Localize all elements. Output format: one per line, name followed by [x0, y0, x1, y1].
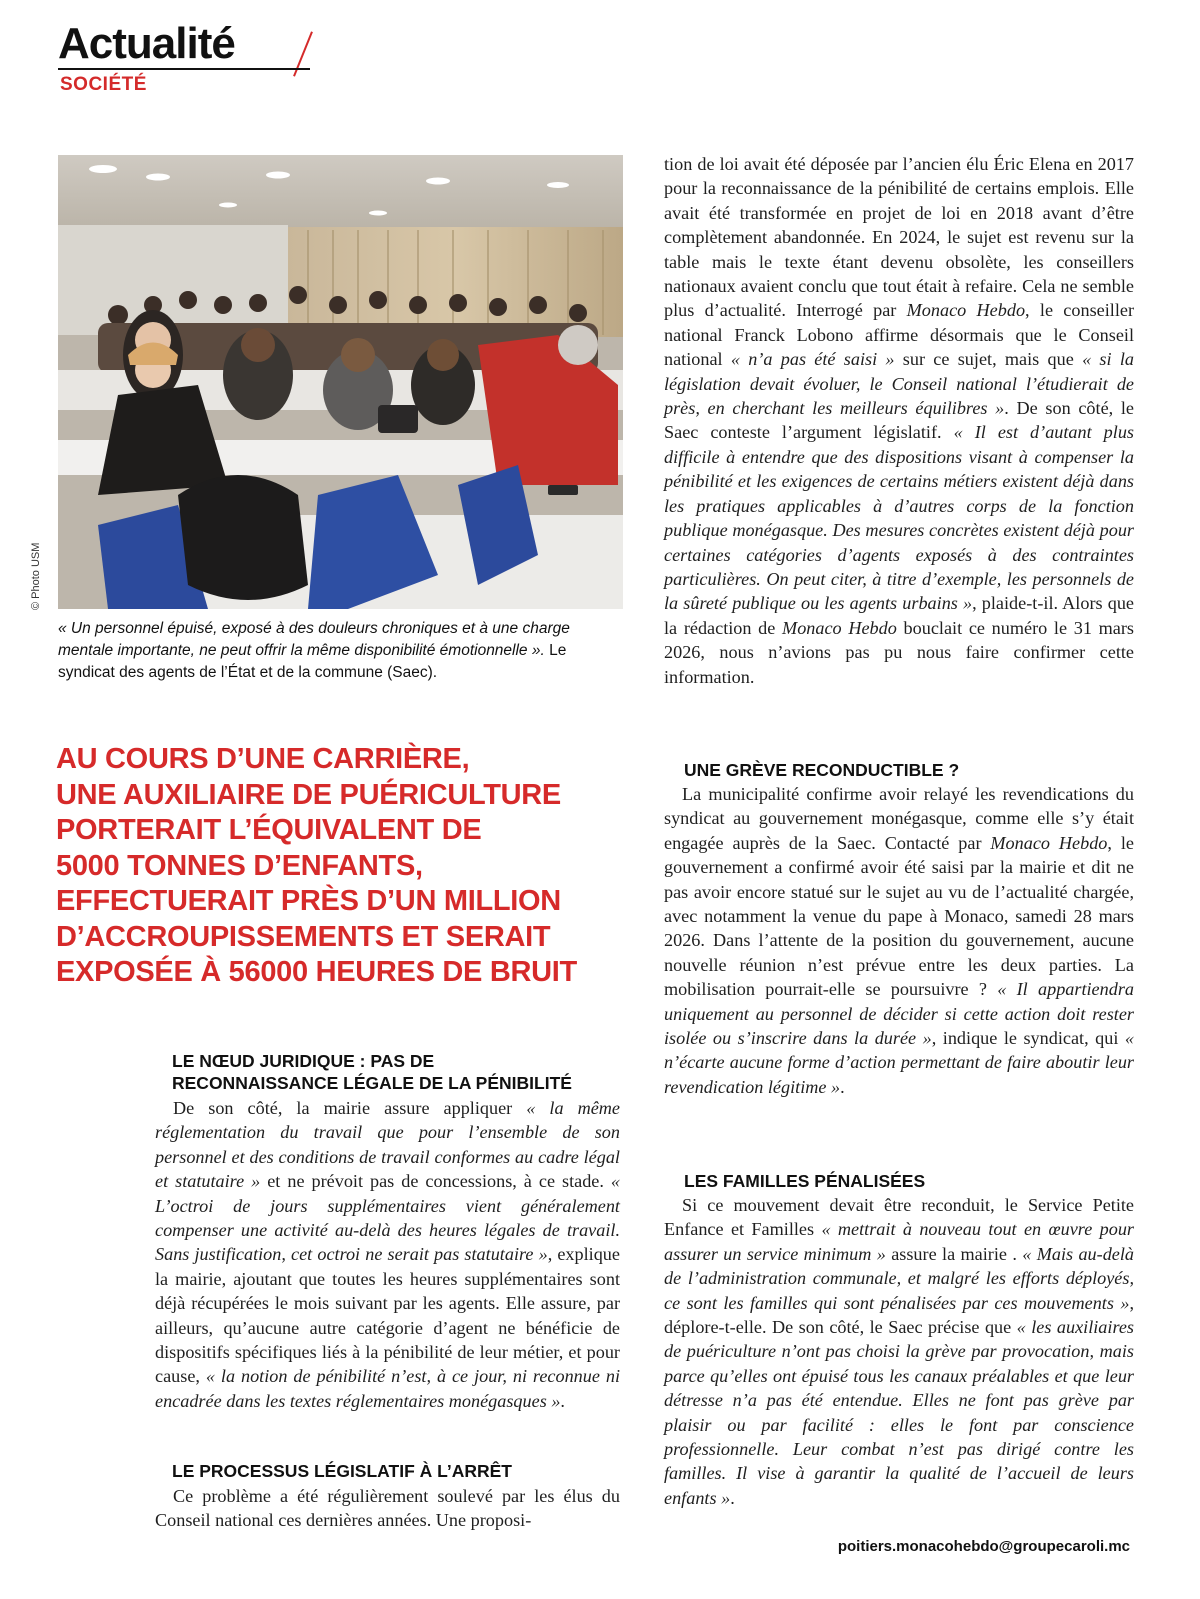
section-heading-greve: UNE GRÈVE RECONDUCTIBLE ? [684, 760, 960, 780]
headline-line: PORTERAIT L’ÉQUIVALENT DE [56, 814, 482, 846]
heading-line: RECONNAISSANCE LÉGALE DE LA PÉNIBILITÉ [172, 1073, 572, 1093]
caption-source: Le syndicat des agents de l’État et de la commune (Saec). [58, 642, 567, 681]
paragraph-processus-continued [664, 152, 1134, 689]
text-run: tion de loi avait été déposée par l’ancien élu Éric Elena en 2017 pour la reconnaissance de la pénibilité de certains emplois. Elle avait été transformée en projet de loi en 2018 avant d’être complètement abandonnée. En 2024, le sujet est revenu sur la table mais le texte étant devenu obsolète, les conseillers nationaux avaient conclu que tout était à refaire. Cela ne semble plus d’actualité. Interrogé par [664, 154, 1134, 321]
section-heading-familles: LES FAMILLES PÉNALISÉES [684, 1171, 926, 1191]
text-run: , plaide-t-il. Alors que la rédaction de [664, 593, 1134, 638]
paragraph-processus-start: Ce problème a été régulièrement soulevé par les élus du Conseil national ces dernières années. Une proposi- [155, 1486, 620, 1531]
pull-quote-headline [56, 742, 636, 991]
photo-caption [58, 618, 623, 684]
headline-line: D’ACCROUPISSEMENTS ET SERAIT [56, 920, 551, 953]
quote-run: « L’octroi de jours supplémentaires vient généralement compenser une activité au-delà des heures légales de travail. Sans justification, cet octroi ne serait pas statutaire » [155, 1171, 621, 1265]
headline-line: EXPOSÉE À 56000 HEURES DE BRUIT [56, 956, 577, 988]
text-run: sur ce sujet, mais que [894, 349, 1083, 370]
quote-run: « la même réglementation du travail que pour l’ensemble de son personnel et des conditions de travail conformes au cadre légal et statutaire » [155, 1098, 621, 1192]
meeting-photo [58, 155, 623, 609]
quote-run: « si la législation devait évoluer, le Conseil national l’étudierait de près, en cherchant les meilleurs équilibres » [664, 349, 1134, 419]
text-run: , explique la mairie, ajoutant que toutes les heures supplémentaires sont déjà récupérées le mois suivant par les agents. Elle assure, par ailleurs, qu’aucune autre catégorie d’agent ne bénéficie de dispositifs spécifiques liés à la pénibilité de leur métier, et pour cause, [155, 1244, 620, 1387]
quote-run: « les auxiliaires de puériculture n’ont pas choisi la grève par provocation, mais parce qu’elles ont épuisé tous les canaux préalables et que leur détresse n’a pas été entendue. Elles ne font pas grève par plaisir ou par facilité : elles le font par conscience professionnelle. Leur combat n’est pas dirigé contre les familles. Il vise à garantir la qualité de l’accueil de leurs enfants » [664, 1317, 1134, 1508]
text-run: bouclait ce numéro le 31 mars 2026, nous n’avions pas pu nous faire confirmer cette information. [664, 617, 1134, 687]
text-run: et ne prévoit pas de concessions, à ce stade. [260, 1171, 611, 1192]
paragraph-greve [664, 782, 1134, 1099]
author-email: poitiers.monacohebdo@groupecaroli.mc [837, 1538, 1130, 1555]
publication-name: Monaco Hebdo [782, 617, 897, 638]
paragraph-noeud-juridique [155, 1096, 620, 1413]
text-run: De son côté, la mairie assure appliquer [173, 1098, 527, 1118]
title-underline [58, 68, 310, 70]
headline-line: UNE AUXILIAIRE DE PUÉRICULTURE [56, 778, 561, 811]
headline-line: EFFECTUERAIT PRÈS D’UN MILLION [56, 885, 561, 917]
heading-line: LE NŒUD JURIDIQUE : PAS DE [172, 1051, 435, 1071]
headline-line: 5000 TONNES D’ENFANTS, [56, 849, 423, 882]
quote-run: « mettrait à nouveau tout en œuvre pour assurer un service minimum » [664, 1219, 1135, 1264]
quote-run: « Mais au-delà de l’administration communale, et malgré les efforts déployés, ce sont les familles qui sont pénalisées par ces mouvements » [664, 1243, 1135, 1313]
text-run: . [730, 1487, 735, 1508]
text-run: . De son côté, le Saec conteste l’argument législatif. [664, 398, 1134, 443]
publication-name: Monaco Hebdo [906, 300, 1026, 321]
quote-run: « Il est d’autant plus difficile à entendre que des dispositions visant à compenser la pénibilité et les exigences de certains métiers existent déjà dans les pratiques applicables à d’autres corps de la fonction publique monégasque. Des mesures concrètes existent déjà pour certaines catégories d’agents exposés à des contraintes particulières. On peut citer, à titre d’exemple, les personnels de la sûreté publique ou les agents urbains » [664, 422, 1134, 614]
quote-run: « la notion de pénibilité n’est, à ce jour, ni reconnue ni encadrée dans les textes réglementaires monégasques » [155, 1366, 620, 1411]
headline-line: AU COURS D’UNE CARRIÈRE, [56, 743, 470, 775]
caption-quote: « Un personnel épuisé, exposé à des douleurs chroniques et à une charge mentale importante, ne peut offrir la même disponibilité émotionnelle ». [58, 620, 570, 659]
text-run: . [560, 1390, 565, 1411]
section-title: Actualité [58, 19, 235, 68]
text-run: La municipalité confirme avoir relayé les revendications du syndicat au gouvernement monégasque, comme elle s’y était engagée auprès de la Saec. Contacté par [664, 784, 1134, 853]
text-run: . [840, 1076, 845, 1097]
text-run: assure la mairie . [885, 1243, 1023, 1264]
text-run: , le conseiller national Franck Lobono affirme désormais que le Conseil national [664, 300, 1135, 370]
section-heading-processus-legislatif: LE PROCESSUS LÉGISLATIF À L’ARRÊT [172, 1461, 512, 1481]
publication-name: Monaco Hebdo [990, 832, 1108, 853]
paragraph-familles [664, 1193, 1134, 1510]
quote-run: « n’écarte aucune forme d’action permettant de faire aboutir leur revendication légitime » [664, 1028, 1134, 1097]
quote-run: « Il appartiendra uniquement au personnel de décider si cette action doit rester isolée ou s’inscrire dans la durée » [664, 979, 1134, 1049]
photo-credit: © Photo USM [30, 542, 42, 610]
text-run: , le gouvernement a confirmé avoir été saisi par la mairie et dit ne pas avoir encore statué sur le sujet au vu de l’actualité chargée, avec notamment la venue du pape à Monaco, samedi 28 mars 2026. Dans l’attente de la position du gouvernement, aucune nouvelle réunion n’est prévue entre les deux parties. La mobilisation pourrait-elle se poursuivre ? [664, 832, 1134, 1000]
section-heading-noeud-juridique [172, 1050, 572, 1094]
quote-run: « n’a pas été saisi » [730, 349, 895, 370]
text-run: Si ce mouvement devait être reconduit, le Service Petite Enfance et Familles [664, 1195, 1134, 1240]
text-run: , déplore-t-elle. De son côté, le Saec précise que [664, 1292, 1134, 1338]
text-run: , indique le syndicat, qui [931, 1028, 1125, 1049]
category-label: SOCIÉTÉ [60, 74, 147, 95]
